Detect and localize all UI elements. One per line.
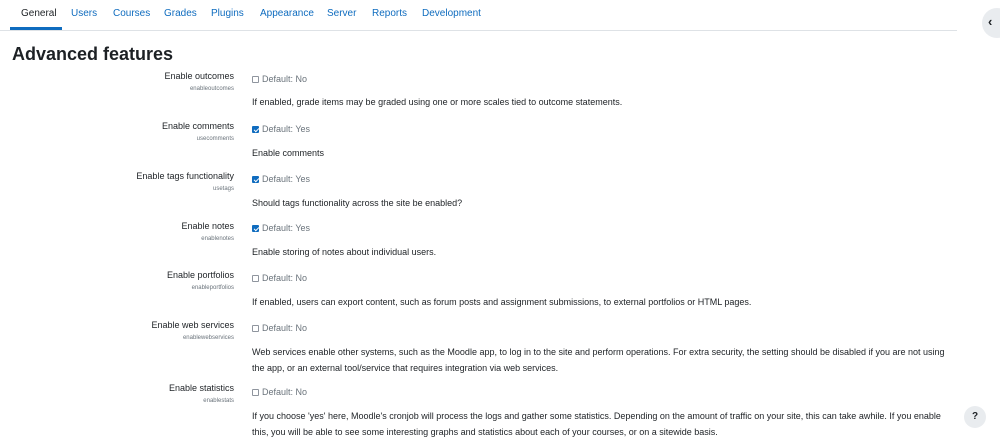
setting-description: Enable comments (252, 148, 325, 158)
tab-development[interactable]: Development (422, 8, 481, 19)
default-value: Default: No (262, 387, 308, 397)
setting-description: If enabled, users can export content, such as forum posts and assignment submissions, to external portfolios or HTML pages. (252, 297, 752, 307)
tab-server[interactable]: Server (327, 8, 357, 19)
drawer-toggle-button[interactable] (982, 8, 1000, 38)
enablestats-checkbox[interactable] (252, 389, 259, 396)
enablewebservices-checkbox[interactable] (252, 325, 259, 332)
setting-key: enablewebservices (182, 335, 234, 341)
default-value: Default: No (262, 323, 308, 333)
setting-description: Enable storing of notes about individual users. (252, 247, 437, 257)
setting-key: enableportfolios (191, 285, 234, 291)
enableportfolios-checkbox[interactable] (252, 275, 259, 282)
usetags-checkbox[interactable] (252, 176, 259, 183)
setting-label: Enable outcomes (164, 71, 234, 81)
admin-tab-bar (0, 0, 957, 31)
setting-description: Should tags functionality across the site be enabled? (252, 198, 463, 208)
setting-label: Enable tags functionality (136, 171, 234, 181)
tab-grades[interactable]: Grades (164, 8, 197, 19)
setting-label: Enable portfolios (166, 270, 234, 280)
page-title: Advanced features (12, 44, 174, 64)
default-value: Default: No (262, 74, 308, 84)
setting-description: Web services enable other systems, such as the Moodle app, to log in to the site and perform operations. For extra security, the setting should be disabled if you are not using the app, or an external tool/service that requires integration via web services. (252, 347, 945, 373)
setting-label: Enable comments (161, 121, 234, 131)
tab-appearance[interactable]: Appearance (260, 8, 314, 19)
setting-description: If you choose 'yes' here, Moodle's cronjob will process the logs and gather some statistics. Depending on the amount of traffic on your site, this can take awhile. If you enable this, you will be able to see some interesting graphs and statistics about each of your courses, or on a sitewide basis. (252, 411, 941, 437)
active-tab-indicator (10, 27, 62, 30)
enablenotes-checkbox[interactable] (252, 225, 259, 232)
setting-key: enableoutcomes (189, 86, 234, 92)
tab-general[interactable]: General (21, 8, 57, 19)
help-button[interactable]: ? (964, 406, 986, 428)
setting-label: Enable statistics (168, 383, 234, 393)
setting-key: usecomments (196, 136, 234, 142)
default-value: Default: Yes (262, 223, 311, 233)
setting-key: enablestats (203, 398, 234, 404)
usecomments-checkbox[interactable] (252, 126, 259, 133)
setting-description: If enabled, grade items may be graded using one or more scales tied to outcome statements. (252, 97, 623, 107)
setting-key: enablenotes (201, 236, 234, 242)
tab-courses[interactable]: Courses (113, 8, 151, 19)
setting-key: usetags (212, 186, 234, 192)
default-value: Default: Yes (262, 174, 311, 184)
setting-label: Enable web services (151, 320, 234, 330)
setting-label: Enable notes (181, 221, 234, 231)
chevron-left-icon: ‹ (988, 14, 993, 29)
tab-users[interactable]: Users (71, 8, 98, 19)
enableoutcomes-checkbox[interactable] (252, 76, 259, 83)
tab-reports[interactable]: Reports (372, 8, 408, 19)
tab-plugins[interactable]: Plugins (211, 8, 244, 19)
default-value: Default: Yes (262, 124, 311, 134)
default-value: Default: No (262, 273, 308, 283)
